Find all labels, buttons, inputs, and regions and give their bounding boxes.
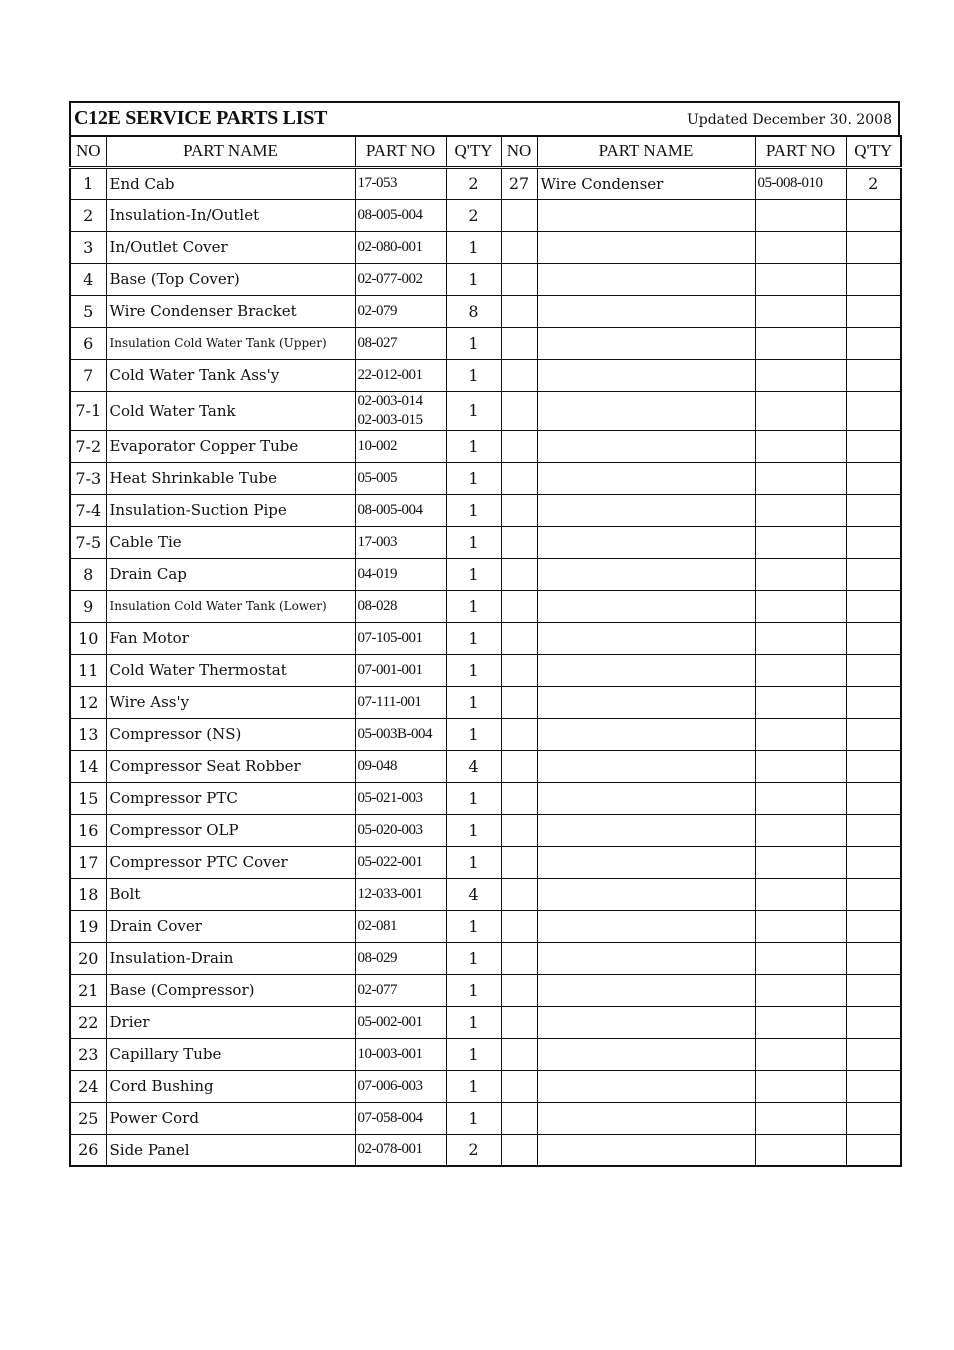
part-name-right [537,327,755,359]
item-no: 22 [70,1006,106,1038]
quantity-right [846,942,901,974]
part-name-right [537,590,755,622]
part-no-right [755,1070,846,1102]
item-no: 19 [70,910,106,942]
part-no-right [755,590,846,622]
part-name: Wire Ass'y [106,686,355,718]
quantity-right [846,494,901,526]
table-row [70,231,901,263]
part-no: 05-002-001 [355,1006,446,1038]
table-row [70,430,901,462]
quantity-right [846,622,901,654]
item-no-right [501,430,537,462]
part-no: 02-077 [355,974,446,1006]
item-no: 1 [70,167,106,199]
part-name: Fan Motor [106,622,355,654]
part-no: 10-002 [355,430,446,462]
part-no: 07-105-001 [355,622,446,654]
part-no-right [755,878,846,910]
quantity: 1 [446,359,501,391]
quantity: 1 [446,814,501,846]
item-no: 7-5 [70,526,106,558]
parts-list-sheet [69,101,900,1167]
col-header-no-right: NO [501,136,537,167]
part-no-right [755,846,846,878]
part-no-right [755,718,846,750]
item-no-right [501,878,537,910]
part-no: 22-012-001 [355,359,446,391]
quantity: 1 [446,462,501,494]
part-no: 17-003 [355,526,446,558]
quantity: 1 [446,1006,501,1038]
part-name: Cable Tie [106,526,355,558]
quantity: 2 [446,1134,501,1166]
quantity-right [846,231,901,263]
item-no: 7-4 [70,494,106,526]
quantity: 1 [446,263,501,295]
part-name-right [537,782,755,814]
part-name: Insulation-In/Outlet [106,199,355,231]
part-no: 02-078-001 [355,1134,446,1166]
parts-table-body [70,167,901,1166]
item-no: 7-3 [70,462,106,494]
quantity-right [846,974,901,1006]
part-name-right [537,846,755,878]
col-header-part-name-right: PART NAME [537,136,755,167]
part-no: 02-081 [355,910,446,942]
item-no: 21 [70,974,106,1006]
table-row [70,686,901,718]
quantity-right [846,327,901,359]
part-no-right [755,391,846,430]
part-name: Cord Bushing [106,1070,355,1102]
item-no-right [501,327,537,359]
table-row [70,263,901,295]
item-no-right [501,814,537,846]
table-row [70,654,901,686]
item-no-right [501,494,537,526]
part-name-right [537,494,755,526]
quantity: 1 [446,494,501,526]
part-name-right [537,199,755,231]
quantity-right [846,295,901,327]
part-name-right [537,1102,755,1134]
item-no-right [501,1102,537,1134]
part-no: 08-029 [355,942,446,974]
item-no-right [501,1006,537,1038]
part-name: Compressor Seat Robber [106,750,355,782]
item-no-right [501,974,537,1006]
part-no-right [755,494,846,526]
part-name: Cold Water Thermostat [106,654,355,686]
item-no: 7 [70,359,106,391]
quantity-right [846,910,901,942]
part-no: 12-033-001 [355,878,446,910]
col-header-qty-right: Q'TY [846,136,901,167]
item-no: 26 [70,1134,106,1166]
parts-table [69,135,902,1167]
quantity: 1 [446,231,501,263]
quantity: 1 [446,942,501,974]
part-no-right [755,1102,846,1134]
part-no-right [755,263,846,295]
quantity: 1 [446,718,501,750]
part-no-line: 02-003-015 [357,411,423,428]
part-no: 07-006-003 [355,1070,446,1102]
part-no: 08-005-004 [355,199,446,231]
quantity-right [846,359,901,391]
quantity-right [846,199,901,231]
item-no: 25 [70,1102,106,1134]
part-name-right [537,231,755,263]
part-name: Capillary Tube [106,1038,355,1070]
part-name-right: Wire Condenser [537,167,755,199]
table-row [70,974,901,1006]
part-name: In/Outlet Cover [106,231,355,263]
col-header-no: NO [70,136,106,167]
part-no: 09-048 [355,750,446,782]
item-no: 24 [70,1070,106,1102]
table-row [70,1006,901,1038]
part-no-right [755,199,846,231]
col-header-part-no: PART NO [355,136,446,167]
quantity-right [846,846,901,878]
part-name-right [537,430,755,462]
item-no-right [501,782,537,814]
item-no: 12 [70,686,106,718]
table-row [70,391,901,430]
part-no: 05-020-003 [355,814,446,846]
part-name: Heat Shrinkable Tube [106,462,355,494]
part-name: Wire Condenser Bracket [106,295,355,327]
part-no-right [755,359,846,391]
part-no: 08-005-004 [355,494,446,526]
item-no-right [501,718,537,750]
quantity: 1 [446,974,501,1006]
quantity-right [846,1102,901,1134]
part-no-right [755,295,846,327]
part-name-right [537,1006,755,1038]
table-row [70,359,901,391]
quantity-right [846,654,901,686]
table-row [70,1038,901,1070]
quantity-right [846,430,901,462]
quantity-right [846,462,901,494]
quantity: 4 [446,750,501,782]
part-no-right [755,654,846,686]
table-row [70,622,901,654]
part-no: 07-058-004 [355,1102,446,1134]
part-name-right [537,814,755,846]
part-name-right [537,910,755,942]
quantity-right: 2 [846,167,901,199]
page-title: C12E SERVICE PARTS LIST [74,107,328,129]
part-no: 05-003B-004 [355,718,446,750]
part-name-right [537,263,755,295]
part-name-right [537,391,755,430]
item-no: 11 [70,654,106,686]
part-no: 08-028 [355,590,446,622]
part-name: Base (Compressor) [106,974,355,1006]
item-no-right [501,846,537,878]
table-row [70,590,901,622]
quantity-right [846,590,901,622]
quantity-right [846,686,901,718]
col-header-part-name: PART NAME [106,136,355,167]
part-name: Bolt [106,878,355,910]
part-name: Evaporator Copper Tube [106,430,355,462]
updated-date: Updated December 30. 2008 [686,112,892,128]
table-row [70,910,901,942]
table-row [70,462,901,494]
item-no: 7-1 [70,391,106,430]
part-no-right [755,814,846,846]
item-no: 3 [70,231,106,263]
part-name: Drier [106,1006,355,1038]
part-no [355,391,446,430]
part-no-right [755,910,846,942]
part-name-right [537,1134,755,1166]
item-no: 23 [70,1038,106,1070]
part-no: 02-079 [355,295,446,327]
item-no-right [501,462,537,494]
part-name: Base (Top Cover) [106,263,355,295]
part-no-right [755,750,846,782]
quantity-right [846,263,901,295]
part-name-right [537,462,755,494]
item-no: 7-2 [70,430,106,462]
quantity: 4 [446,878,501,910]
item-no-right [501,263,537,295]
part-name: End Cab [106,167,355,199]
part-no-right [755,782,846,814]
part-no-line: 02-003-014 [357,392,423,409]
part-no: 02-077-002 [355,263,446,295]
quantity: 1 [446,1102,501,1134]
item-no-right [501,590,537,622]
part-name: Side Panel [106,1134,355,1166]
part-no-right [755,526,846,558]
item-no-right [501,391,537,430]
item-no: 6 [70,327,106,359]
item-no-right [501,942,537,974]
item-no: 15 [70,782,106,814]
item-no-right [501,1134,537,1166]
quantity: 1 [446,622,501,654]
quantity: 2 [446,199,501,231]
quantity-right [846,718,901,750]
quantity-right [846,1070,901,1102]
item-no: 5 [70,295,106,327]
part-name-right [537,654,755,686]
part-no: 02-080-001 [355,231,446,263]
part-name: Power Cord [106,1102,355,1134]
table-row [70,942,901,974]
item-no-right [501,359,537,391]
item-no-right [501,654,537,686]
quantity-right [846,558,901,590]
part-name: Compressor (NS) [106,718,355,750]
table-row [70,526,901,558]
quantity-right [846,814,901,846]
part-name-right [537,295,755,327]
part-name-right [537,942,755,974]
item-no: 14 [70,750,106,782]
part-no-right [755,686,846,718]
quantity-right [846,878,901,910]
part-name: Compressor OLP [106,814,355,846]
part-name-right [537,526,755,558]
part-no-right [755,327,846,359]
quantity: 1 [446,1038,501,1070]
quantity: 1 [446,526,501,558]
part-no-right [755,430,846,462]
part-name: Insulation-Drain [106,942,355,974]
table-row [70,558,901,590]
quantity: 1 [446,910,501,942]
item-no-right: 27 [501,167,537,199]
item-no: 18 [70,878,106,910]
table-row [70,327,901,359]
table-row [70,1102,901,1134]
item-no: 17 [70,846,106,878]
item-no: 20 [70,942,106,974]
part-name: Cold Water Tank Ass'y [106,359,355,391]
item-no-right [501,199,537,231]
part-no: 07-001-001 [355,654,446,686]
part-name-right [537,622,755,654]
header-row [70,136,901,167]
part-name-right [537,974,755,1006]
part-name: Compressor PTC Cover [106,846,355,878]
quantity: 1 [446,654,501,686]
item-no-right [501,1038,537,1070]
part-name-right [537,359,755,391]
part-no-right [755,1134,846,1166]
part-no: 07-111-001 [355,686,446,718]
part-no: 08-027 [355,327,446,359]
part-no-right [755,1006,846,1038]
item-no-right [501,910,537,942]
item-no-right [501,231,537,263]
part-no: 10-003-001 [355,1038,446,1070]
part-no: 05-022-001 [355,846,446,878]
quantity-right [846,1038,901,1070]
table-row [70,718,901,750]
col-header-part-no-right: PART NO [755,136,846,167]
quantity: 1 [446,1070,501,1102]
item-no-right [501,526,537,558]
item-no-right [501,622,537,654]
part-no-right [755,942,846,974]
table-row [70,814,901,846]
quantity: 2 [446,167,501,199]
table-row [70,1070,901,1102]
part-name: Drain Cover [106,910,355,942]
part-name: Insulation Cold Water Tank (Lower) [106,590,355,622]
part-name-right [537,558,755,590]
part-no: 17-053 [355,167,446,199]
title-bar [69,101,900,135]
item-no-right [501,1070,537,1102]
part-name-right [537,1038,755,1070]
quantity-right [846,1006,901,1038]
quantity: 8 [446,295,501,327]
item-no: 13 [70,718,106,750]
part-name-right [537,1070,755,1102]
part-name-right [537,750,755,782]
quantity: 1 [446,782,501,814]
quantity: 1 [446,590,501,622]
col-header-qty: Q'TY [446,136,501,167]
part-no-right [755,462,846,494]
item-no: 8 [70,558,106,590]
part-no-right [755,231,846,263]
part-no-right [755,622,846,654]
part-name-right [537,686,755,718]
part-no-right [755,558,846,590]
quantity: 1 [446,391,501,430]
table-row [70,199,901,231]
item-no: 2 [70,199,106,231]
quantity: 1 [446,327,501,359]
quantity: 1 [446,558,501,590]
table-row [70,494,901,526]
part-name-right [537,718,755,750]
part-name: Drain Cap [106,558,355,590]
table-row [70,878,901,910]
item-no: 10 [70,622,106,654]
part-no: 04-019 [355,558,446,590]
item-no: 16 [70,814,106,846]
item-no-right [501,295,537,327]
part-name: Insulation Cold Water Tank (Upper) [106,327,355,359]
quantity-right [846,391,901,430]
table-row [70,167,901,199]
part-name: Insulation-Suction Pipe [106,494,355,526]
quantity: 1 [446,846,501,878]
part-no: 05-005 [355,462,446,494]
item-no-right [501,558,537,590]
part-name-right [537,878,755,910]
quantity-right [846,1134,901,1166]
table-row [70,295,901,327]
part-name: Cold Water Tank [106,391,355,430]
item-no: 9 [70,590,106,622]
table-row [70,782,901,814]
table-row [70,1134,901,1166]
table-row [70,750,901,782]
quantity: 1 [446,430,501,462]
part-no: 05-021-003 [355,782,446,814]
quantity-right [846,750,901,782]
quantity-right [846,782,901,814]
quantity: 1 [446,686,501,718]
item-no: 4 [70,263,106,295]
item-no-right [501,686,537,718]
part-no-right [755,1038,846,1070]
part-name: Compressor PTC [106,782,355,814]
part-no-right [755,974,846,1006]
table-row [70,846,901,878]
quantity-right [846,526,901,558]
part-no-right: 05-008-010 [755,167,846,199]
item-no-right [501,750,537,782]
